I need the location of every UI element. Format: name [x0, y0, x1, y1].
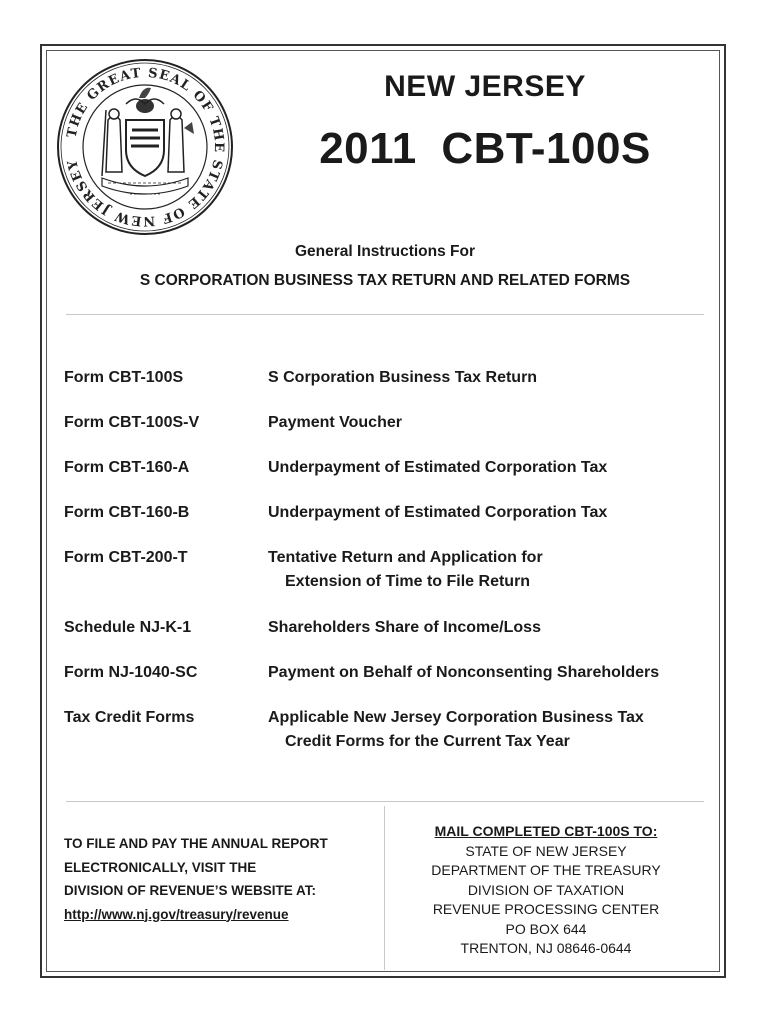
mailing-heading: MAIL COMPLETED CBT-100S TO: [434, 823, 658, 839]
form-description [268, 546, 543, 594]
efile-line: DIVISION OF REVENUE’S WEBSITE AT: [64, 883, 317, 898]
instructions-heading: General Instructions For [294, 243, 475, 260]
form-description-line1: Applicable New Jersey Corporation Business Tax [268, 709, 644, 726]
form-id: Form NJ-1040-SC [64, 664, 198, 681]
form-description-line2: Extension of Time to File Return [285, 573, 531, 590]
form-id: Form CBT-100S-V [64, 414, 200, 431]
form-id: Form CBT-160-B [64, 504, 190, 521]
efile-line: TO FILE AND PAY THE ANNUAL REPORT [64, 836, 328, 851]
form-description [268, 706, 644, 754]
address-line: PO BOX 644 [505, 920, 587, 937]
form-id: Schedule NJ-K-1 [64, 619, 192, 636]
address-line: REVENUE PROCESSING CENTER [432, 901, 660, 917]
form-title: 2011 CBT-100S [319, 124, 651, 173]
form-description: Shareholders Share of Income/Loss [268, 619, 541, 636]
form-description: Payment on Behalf of Nonconsenting Shareholders [268, 664, 660, 681]
form-description: S Corporation Business Tax Return [268, 369, 538, 386]
address-line: DEPARTMENT OF THE TREASURY [431, 862, 661, 878]
efile-notice [64, 832, 374, 926]
address-line: STATE OF NEW JERSEY [465, 842, 627, 859]
state-name: NEW JERSEY [384, 70, 586, 103]
form-id: Form CBT-160-A [64, 459, 190, 476]
form-description: Underpayment of Estimated Corporation Tax [268, 459, 608, 476]
section-divider-top [66, 314, 704, 315]
state-seal-icon [56, 58, 234, 236]
form-id: Form CBT-100S [64, 369, 184, 386]
svg-text:THE GREAT SEAL OF THE STATE OF: THE GREAT SEAL OF THE STATE OF NEW JERSEY [64, 65, 227, 229]
section-divider-bottom [66, 801, 704, 802]
form-description: Payment Voucher [268, 414, 402, 431]
form-id: Form CBT-200-T [64, 549, 188, 566]
efile-line: ELECTRONICALLY, VISIT THE [64, 859, 257, 875]
instructions-subheading: S CORPORATION BUSINESS TAX RETURN AND RELATED FORMS [139, 272, 631, 289]
form-description: Underpayment of Estimated Corporation Tax [268, 504, 608, 521]
revenue-website-link[interactable]: http://www.nj.gov/treasury/revenue [64, 906, 289, 922]
form-id: Tax Credit Forms [64, 709, 195, 726]
form-description-line1: Tentative Return and Application for [268, 549, 543, 566]
mailing-address [392, 822, 700, 959]
column-divider [384, 806, 385, 970]
address-line: DIVISION OF TAXATION [467, 881, 625, 898]
form-description-line2: Credit Forms for the Current Tax Year [285, 733, 570, 750]
address-line: TRENTON, NJ 08646-0644 [460, 940, 632, 956]
